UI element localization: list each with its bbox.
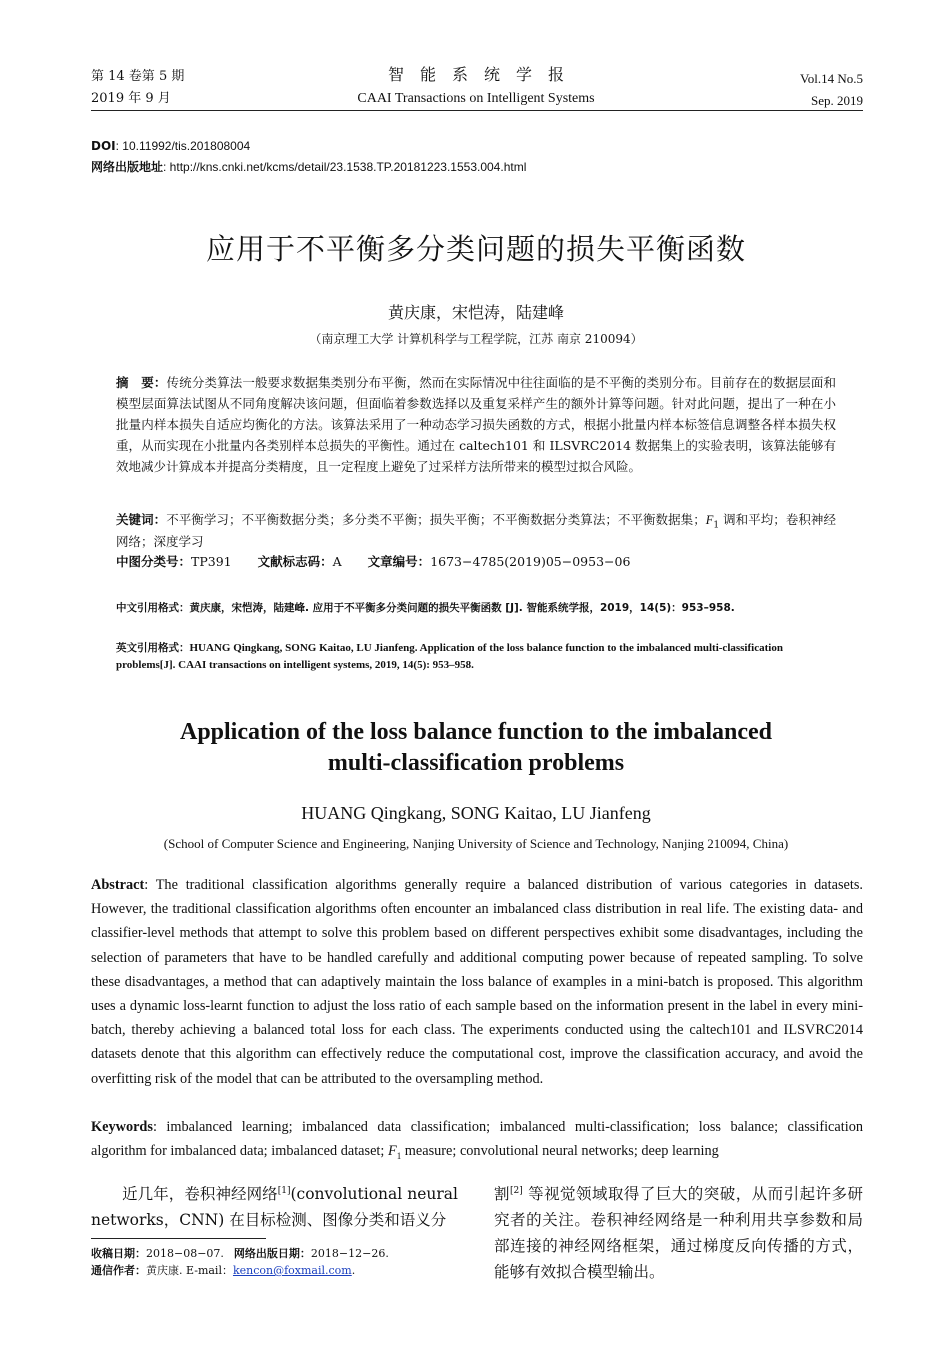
citation-en [116, 640, 836, 674]
en-authors: HUANG Qingkang, SONG Kaitao, LU Jianfeng [301, 803, 651, 823]
footnote-corresponding [91, 1262, 471, 1279]
online-date-value: 2018−12−26. [310, 1247, 389, 1260]
en-title-line2: multi-classification problems [327, 750, 625, 776]
cn-abstract-label: 摘 要： [116, 375, 167, 390]
header-rule [91, 110, 863, 111]
en-title [0, 717, 952, 779]
citation-cn-label: 中文引用格式： [116, 602, 190, 614]
online-address-label: 网络出版地址 [91, 160, 164, 174]
en-title-line1: Application of the loss balance function to the imbalanced [179, 719, 773, 745]
cn-keywords-text-a: 不平衡学习；不平衡数据分类；多分类不平衡；损失平衡；不平衡数据分类算法；不平衡数据集； [166, 512, 706, 527]
en-keywords-sub: 1 [396, 1151, 402, 1162]
en-keywords-f: F [387, 1143, 397, 1160]
doc-code-label: 文献标志码： [257, 554, 333, 569]
header-journal-cn: 智 能 系 统 学 报 [387, 65, 564, 84]
header-month: Sep. 2019 [811, 93, 863, 108]
doi-value[interactable]: : 10.11992/tis.201808004 [115, 139, 251, 153]
cn-classification-line [116, 551, 836, 572]
body-left-text-a: 近几年，卷积神经网络 [122, 1185, 278, 1203]
clc-label: 中图分类号： [116, 554, 192, 569]
footnote-dates [91, 1245, 471, 1262]
received-value: 2018−08−07. [146, 1247, 224, 1260]
cn-keywords [116, 509, 836, 552]
header-issue: 第 14 卷第 5 期 [91, 69, 185, 84]
en-affiliation: (School of Computer Science and Engineering, Nanjing University of Science and Technology, Nanjing 210094, China) [163, 836, 789, 851]
citation-en-text: HUANG Qingkang, SONG Kaitao, LU Jianfeng. Application of the loss balance function to the imbalanced multi-classification problems[J]. CAAI transactions on intelligent systems, 2019, 14(5): 953–958. [116, 642, 783, 671]
online-address-line [91, 158, 526, 177]
body-right-text-b: 等视觉领域取得了巨大的突破，从而引起许多研究者的关注。卷积神经网络是一种利用共享参数和局部连接的神经网络框架，通过梯度反向传播的方式，能够有效拟合模型输出。 [494, 1185, 863, 1281]
email-link[interactable]: kencon@foxmail.com [232, 1264, 352, 1277]
clc-value: TP391 [191, 554, 232, 569]
doi-line [91, 137, 250, 156]
online-date-label: 网络出版日期： [233, 1247, 311, 1260]
cn-title: 应用于不平衡多分类问题的损失平衡函数 [205, 232, 746, 266]
cn-keywords-sub: 1 [713, 520, 720, 531]
cn-abstract [116, 372, 836, 477]
doi-label: DOI [91, 139, 116, 153]
en-abstract-label: Abstract [91, 877, 145, 893]
body-column-left [91, 1181, 458, 1233]
citation-cn-text: 黄庆康，宋恺涛，陆建峰. 应用于不平衡多分类问题的损失平衡函数 [J]. 智能系统学报，2019，14(5)：953–958. [189, 602, 735, 614]
footnote-rule [91, 1238, 266, 1239]
cn-affiliation: （南京理工大学 计算机科学与工程学院，江苏 南京 210094） [309, 332, 643, 346]
body-right-text-a: 割 [494, 1185, 510, 1203]
en-abstract [91, 873, 863, 1091]
en-abstract-text: : The traditional classification algorithms generally require a balanced distribution of various categories in datasets. However, the traditional classification algorithms often encounter an imbalanced class distribution in real life. The existing data- and classifier-level methods that attempt to solve this problem based on different perspectives exhibit some disadvantages, including the selection of parameters that have to be handled carefully and additional computing power because of repeated sampling. To solve these disadvantages, a method that can adaptively maintain the loss balance of examples in a mini-batch is proposed. This algorithm uses a dynamic loss-learnt function to adjust the loss ratio of each sample based on the information present in the label in every mini-batch, thereby achieving a balanced total loss for each class. The experiments conducted using the caltech101 and ILSVRC2014 datasets denote that this algorithm can effectively reduce the computational cost, improve the classification accuracy, and avoid the overfitting risk of the model that can be attributed to the oversampling method. [91, 877, 863, 1087]
online-address-value[interactable]: : http://kns.cnki.net/kcms/detail/23.1538.TP.20181223.1553.004.html [163, 160, 527, 174]
cn-abstract-text: 传统分类算法一般要求数据集类别分布平衡，然而在实际情况中往往面临的是不平衡的类别分布。目前存在的数据层面和模型层面算法试图从不同角度解决该问题，但面临着参数选择以及重复采样产生的额外计算等问题。针对此问题，提出了一种在小批量内样本损失自适应均衡化的方法。该算法采用了一种动态学习损失函数的方式，根据小批量内样本标签信息调整各样本损失权重，从而实现在小批量内各类别样本总损失的平衡性。通过在 caltech101 和 ILSVRC2014 数据集上的实验表明，该算法能够有效地减少计算成本并提高分类精度，且一定程度上避免了过采样方法所带来的模型过拟合风险。 [116, 375, 836, 474]
article-no-value: 1673−4785(2019)05−0953−06 [430, 554, 631, 569]
cn-keywords-text-b: 调和平均；卷积神经网络；深度学习 [116, 512, 836, 549]
cn-keywords-label: 关键词： [116, 512, 167, 527]
corresponding-label: 通信作者： [91, 1264, 146, 1277]
body-left-text-b: (convolutional neural networks，CNN) 在目标检测、图像分类和语义分 [91, 1185, 458, 1229]
en-keywords-text-b: measure; convolutional neural networks; deep learning [401, 1143, 719, 1160]
body-column-right [494, 1181, 863, 1285]
corresponding-value: 黄庆康. E-mail： [146, 1264, 233, 1277]
cn-authors: 黄庆康，宋恺涛，陆建峰 [387, 303, 564, 322]
en-keywords-label: Keywords [91, 1119, 153, 1135]
header-date: 2019 年 9 月 [91, 91, 171, 106]
en-keywords-text-a: : imbalanced learning; imbalanced data classification; imbalanced multi-classification; loss balance; classification algorithm for imbalanced data; imbalanced dataset; [91, 1119, 863, 1160]
en-keywords [91, 1115, 863, 1163]
email-end: . [351, 1264, 356, 1277]
body-right-ref[interactable]: [2] [509, 1185, 523, 1196]
received-label: 收稿日期： [91, 1247, 146, 1260]
doc-code-value: A [332, 554, 342, 569]
cn-keywords-f: F [705, 513, 714, 527]
header-volume: Vol.14 No.5 [800, 71, 863, 86]
article-no-label: 文章编号： [367, 554, 431, 569]
footnote [91, 1245, 471, 1279]
body-left-ref[interactable]: [1] [277, 1185, 291, 1196]
header-journal-en: CAAI Transactions on Intelligent Systems [357, 91, 595, 106]
citation-en-label: 英文引用格式： [116, 642, 190, 654]
citation-cn [116, 600, 836, 617]
